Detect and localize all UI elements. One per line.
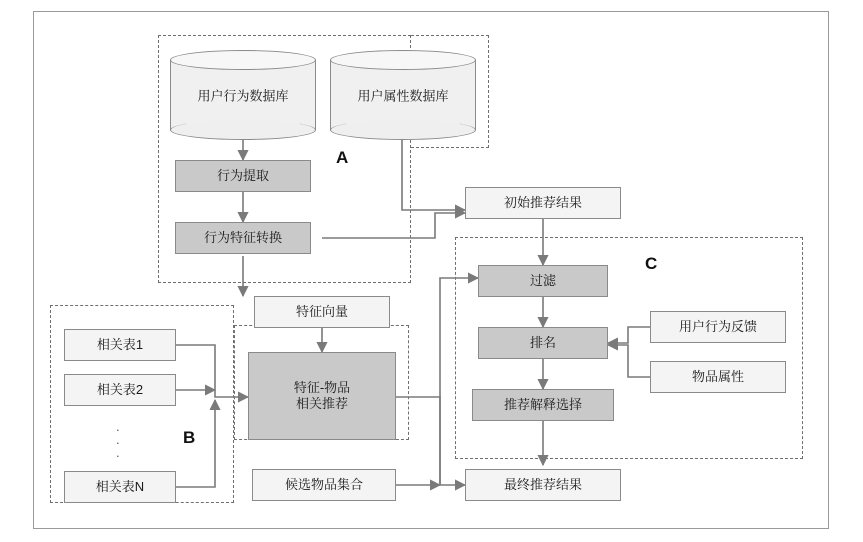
node-relation-table-n xyxy=(64,471,176,503)
node-user-behavior-feedback-label: 用户行为反馈 xyxy=(678,318,757,334)
node-user-behavior-feedback xyxy=(650,311,786,343)
cylinder-top xyxy=(170,50,316,70)
node-item-attribute xyxy=(650,361,786,393)
node-initial-recommend-result xyxy=(465,187,621,219)
node-feature-item-recommend-line1: 特征-物品 xyxy=(293,379,351,395)
group-c-label: C xyxy=(645,254,658,273)
node-explain-select-label: 推荐解释选择 xyxy=(503,396,582,412)
node-behavior-feature-transform-label: 行为特征转换 xyxy=(203,229,282,245)
group-b-label: B xyxy=(183,428,196,447)
group-a-label: A xyxy=(336,148,349,167)
node-explain-select xyxy=(472,389,614,421)
relation-table-ellipsis: . . . xyxy=(116,419,122,460)
cylinder-top xyxy=(330,50,476,70)
node-rank-label: 排名 xyxy=(529,334,556,350)
node-feature-item-recommend-line2: 相关推荐 xyxy=(295,396,348,411)
node-filter-label: 过滤 xyxy=(529,272,556,288)
node-feature-vector-label: 特征向量 xyxy=(295,303,348,319)
cylinder-bottom xyxy=(330,120,476,140)
node-filter xyxy=(478,265,608,297)
node-relation-table-1 xyxy=(64,329,176,361)
db-user-attribute-label: 用户属性数据库 xyxy=(357,88,449,104)
node-final-recommend-result-label: 最终推荐结果 xyxy=(503,476,582,492)
node-rank xyxy=(478,327,608,359)
db-user-behavior-label: 用户行为数据库 xyxy=(197,88,289,104)
node-behavior-extract xyxy=(175,160,311,192)
db-user-attribute xyxy=(330,50,476,140)
node-relation-table-2-label: 相关表2 xyxy=(96,381,144,397)
node-relation-table-n-label: 相关表N xyxy=(95,478,145,494)
node-behavior-feature-transform xyxy=(175,222,311,254)
node-candidate-item-set xyxy=(252,469,396,501)
node-feature-item-recommend xyxy=(248,352,396,440)
node-item-attribute-label: 物品属性 xyxy=(691,368,744,384)
node-initial-recommend-result-label: 初始推荐结果 xyxy=(503,194,582,210)
node-feature-vector xyxy=(254,296,390,328)
node-behavior-extract-label: 行为提取 xyxy=(216,167,269,183)
node-relation-table-2 xyxy=(64,374,176,406)
node-relation-table-1-label: 相关表1 xyxy=(96,336,144,352)
node-candidate-item-set-label: 候选物品集合 xyxy=(284,476,363,492)
db-user-behavior xyxy=(170,50,316,140)
cylinder-bottom xyxy=(170,120,316,140)
node-final-recommend-result xyxy=(465,469,621,501)
